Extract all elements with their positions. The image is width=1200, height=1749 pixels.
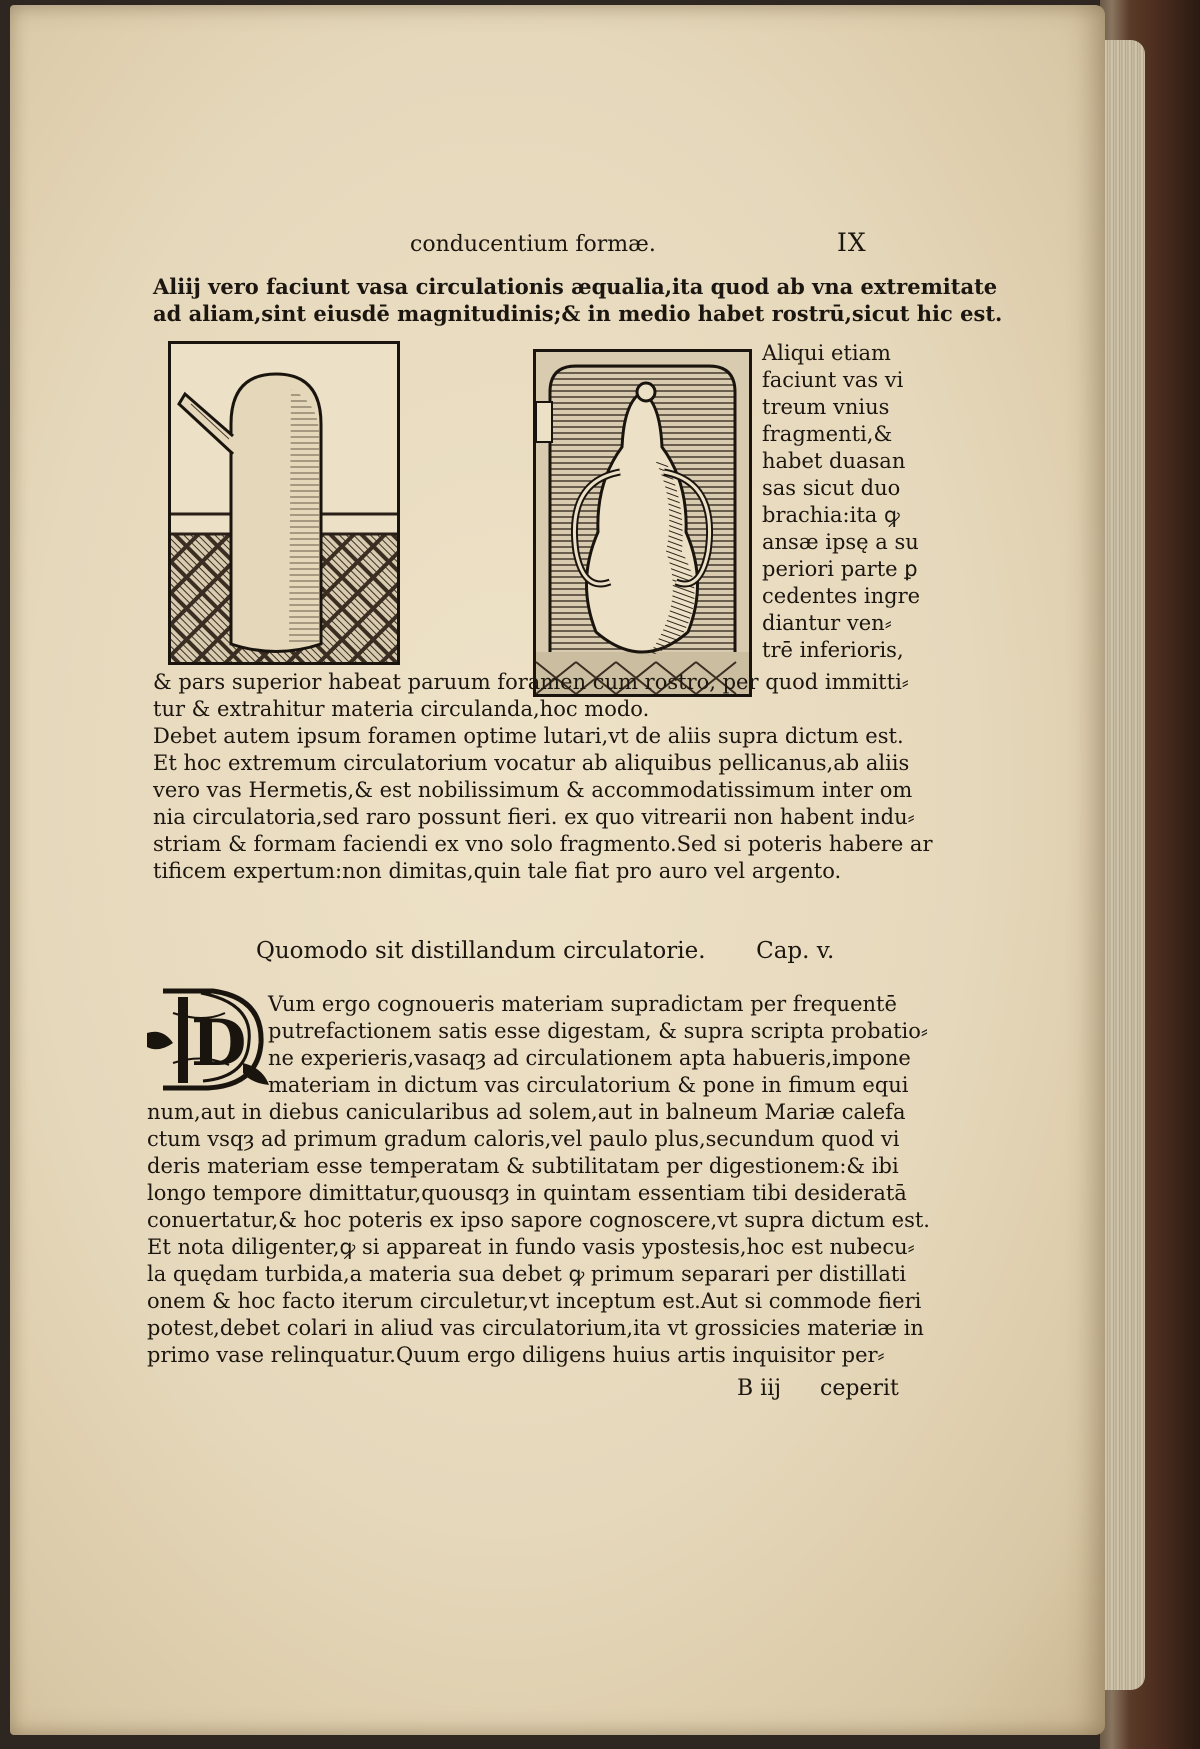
text-line: faciunt vas vi: [762, 368, 904, 392]
text-line: tificem expertum:non dimitas,quin tale fiat pro auro vel argento.: [153, 859, 842, 883]
text-line: fragmenti,&: [762, 422, 893, 446]
book-page: [10, 5, 1105, 1735]
text-line: ne experieris,vasaqȝ ad circulationem apta habueris,impone: [268, 1046, 911, 1070]
text-line: periori parte ꝑ: [762, 557, 918, 581]
text-line: putrefactionem satis esse digestam, & supra scripta probatio⸗: [268, 1019, 928, 1043]
woodcut-circulatory-vessel: [168, 341, 400, 665]
text-line: brachia:ita ꝙ: [762, 503, 900, 527]
text-line: ctum vsqȝ ad primum gradum caloris,vel paulo plus,secundum quod vi: [147, 1127, 900, 1151]
running-head: conducentium formæ.: [410, 232, 656, 257]
text-line: cedentes ingre: [762, 584, 921, 608]
text-line: vero vas Hermetis,& est nobilissimum & accommodatissimum inter om: [153, 778, 913, 802]
text-line: la quędam turbida,a materia sua debet ꝙ primum separari per distillati: [147, 1262, 907, 1286]
chapter-number: Cap. v.: [756, 938, 835, 964]
chapter-title: Quomodo sit distillandum circulatorie.: [256, 938, 706, 964]
text-line: materiam in dictum vas circulatorium & pone in fimum equi: [268, 1073, 909, 1097]
text-line: ad aliam,sint eiusdē magnitudinis;& in medio habet rostrū,sicut hic est.: [153, 301, 1003, 326]
text-line: primo vase relinquatur.Quum ergo diligens huius artis inquisitor per⸗: [147, 1343, 885, 1367]
pelican-illustration: [536, 352, 749, 694]
text-line: Aliij vero faciunt vasa circulationis æqualia,ita quod ab vna extremitate: [153, 274, 998, 299]
text-line: onem & hoc facto iterum circuletur,vt inceptum est.Aut si commode fieri: [147, 1289, 922, 1313]
vessel-illustration: [171, 344, 397, 662]
text-line: trē inferioris,: [762, 638, 904, 662]
initial-letter-ornament: [143, 973, 273, 1098]
text-line: habet duasan: [762, 449, 906, 473]
text-line: Et hoc extremum circulatorium vocatur ab aliquibus pellicanus,ab aliis: [153, 751, 910, 775]
text-line: conuertatur,& hoc poteris ex ipso sapore cognoscere,vt supra dictum est.: [147, 1208, 930, 1232]
text-line: Et nota diligenter,ꝙ si appareat in fundo vasis ypostesis,hoc est nubecu⸗: [147, 1235, 915, 1259]
text-line: sas sicut duo: [762, 476, 901, 500]
text-line: Aliqui etiam: [762, 341, 891, 365]
text-line: potest,debet colari in aliud vas circulatorium,ita vt grossicies materiæ in: [147, 1316, 924, 1340]
text-line: Vum ergo cognoueris materiam supradictam per frequentē: [268, 992, 897, 1016]
text-line: diantur ven⸗: [762, 611, 892, 635]
text-line: treum vnius: [762, 395, 890, 419]
signature-mark: B iij: [737, 1376, 782, 1401]
text-line: ansæ ipsę a su: [762, 530, 919, 554]
chapter-heading: [256, 937, 834, 965]
text-line: tur & extrahitur materia circulanda,hoc modo.: [153, 697, 650, 721]
text-line: deris materiam esse temperatam & subtilitatam per digestionem:& ibi: [147, 1154, 899, 1178]
woodcut-pelican-vessel: [533, 349, 752, 697]
catchword: ceperit: [820, 1376, 899, 1401]
text-line: nia circulatoria,sed raro possunt fieri. ex quo vitrearii non habent indu⸗: [153, 805, 915, 829]
folio-number: IX: [837, 228, 867, 257]
text-line: num,aut in diebus canicularibus ad solem,aut in balneum Mariæ calefa: [147, 1100, 906, 1124]
text-line: & pars superior habeat paruum foramen cum rostro, per quod immitti⸗: [153, 670, 909, 694]
text-line: striam & formam faciendi ex vno solo fragmento.Sed si poteris habere ar: [153, 832, 933, 856]
text-line: Debet autem ipsum foramen optime lutari,vt de aliis supra dictum est.: [153, 724, 904, 748]
text-line: longo tempore dimittatur,quousqȝ in quintam essentiam tibi desideratā: [147, 1181, 907, 1205]
initial-letter: D: [191, 1006, 247, 1081]
decorated-initial: [143, 973, 273, 1098]
